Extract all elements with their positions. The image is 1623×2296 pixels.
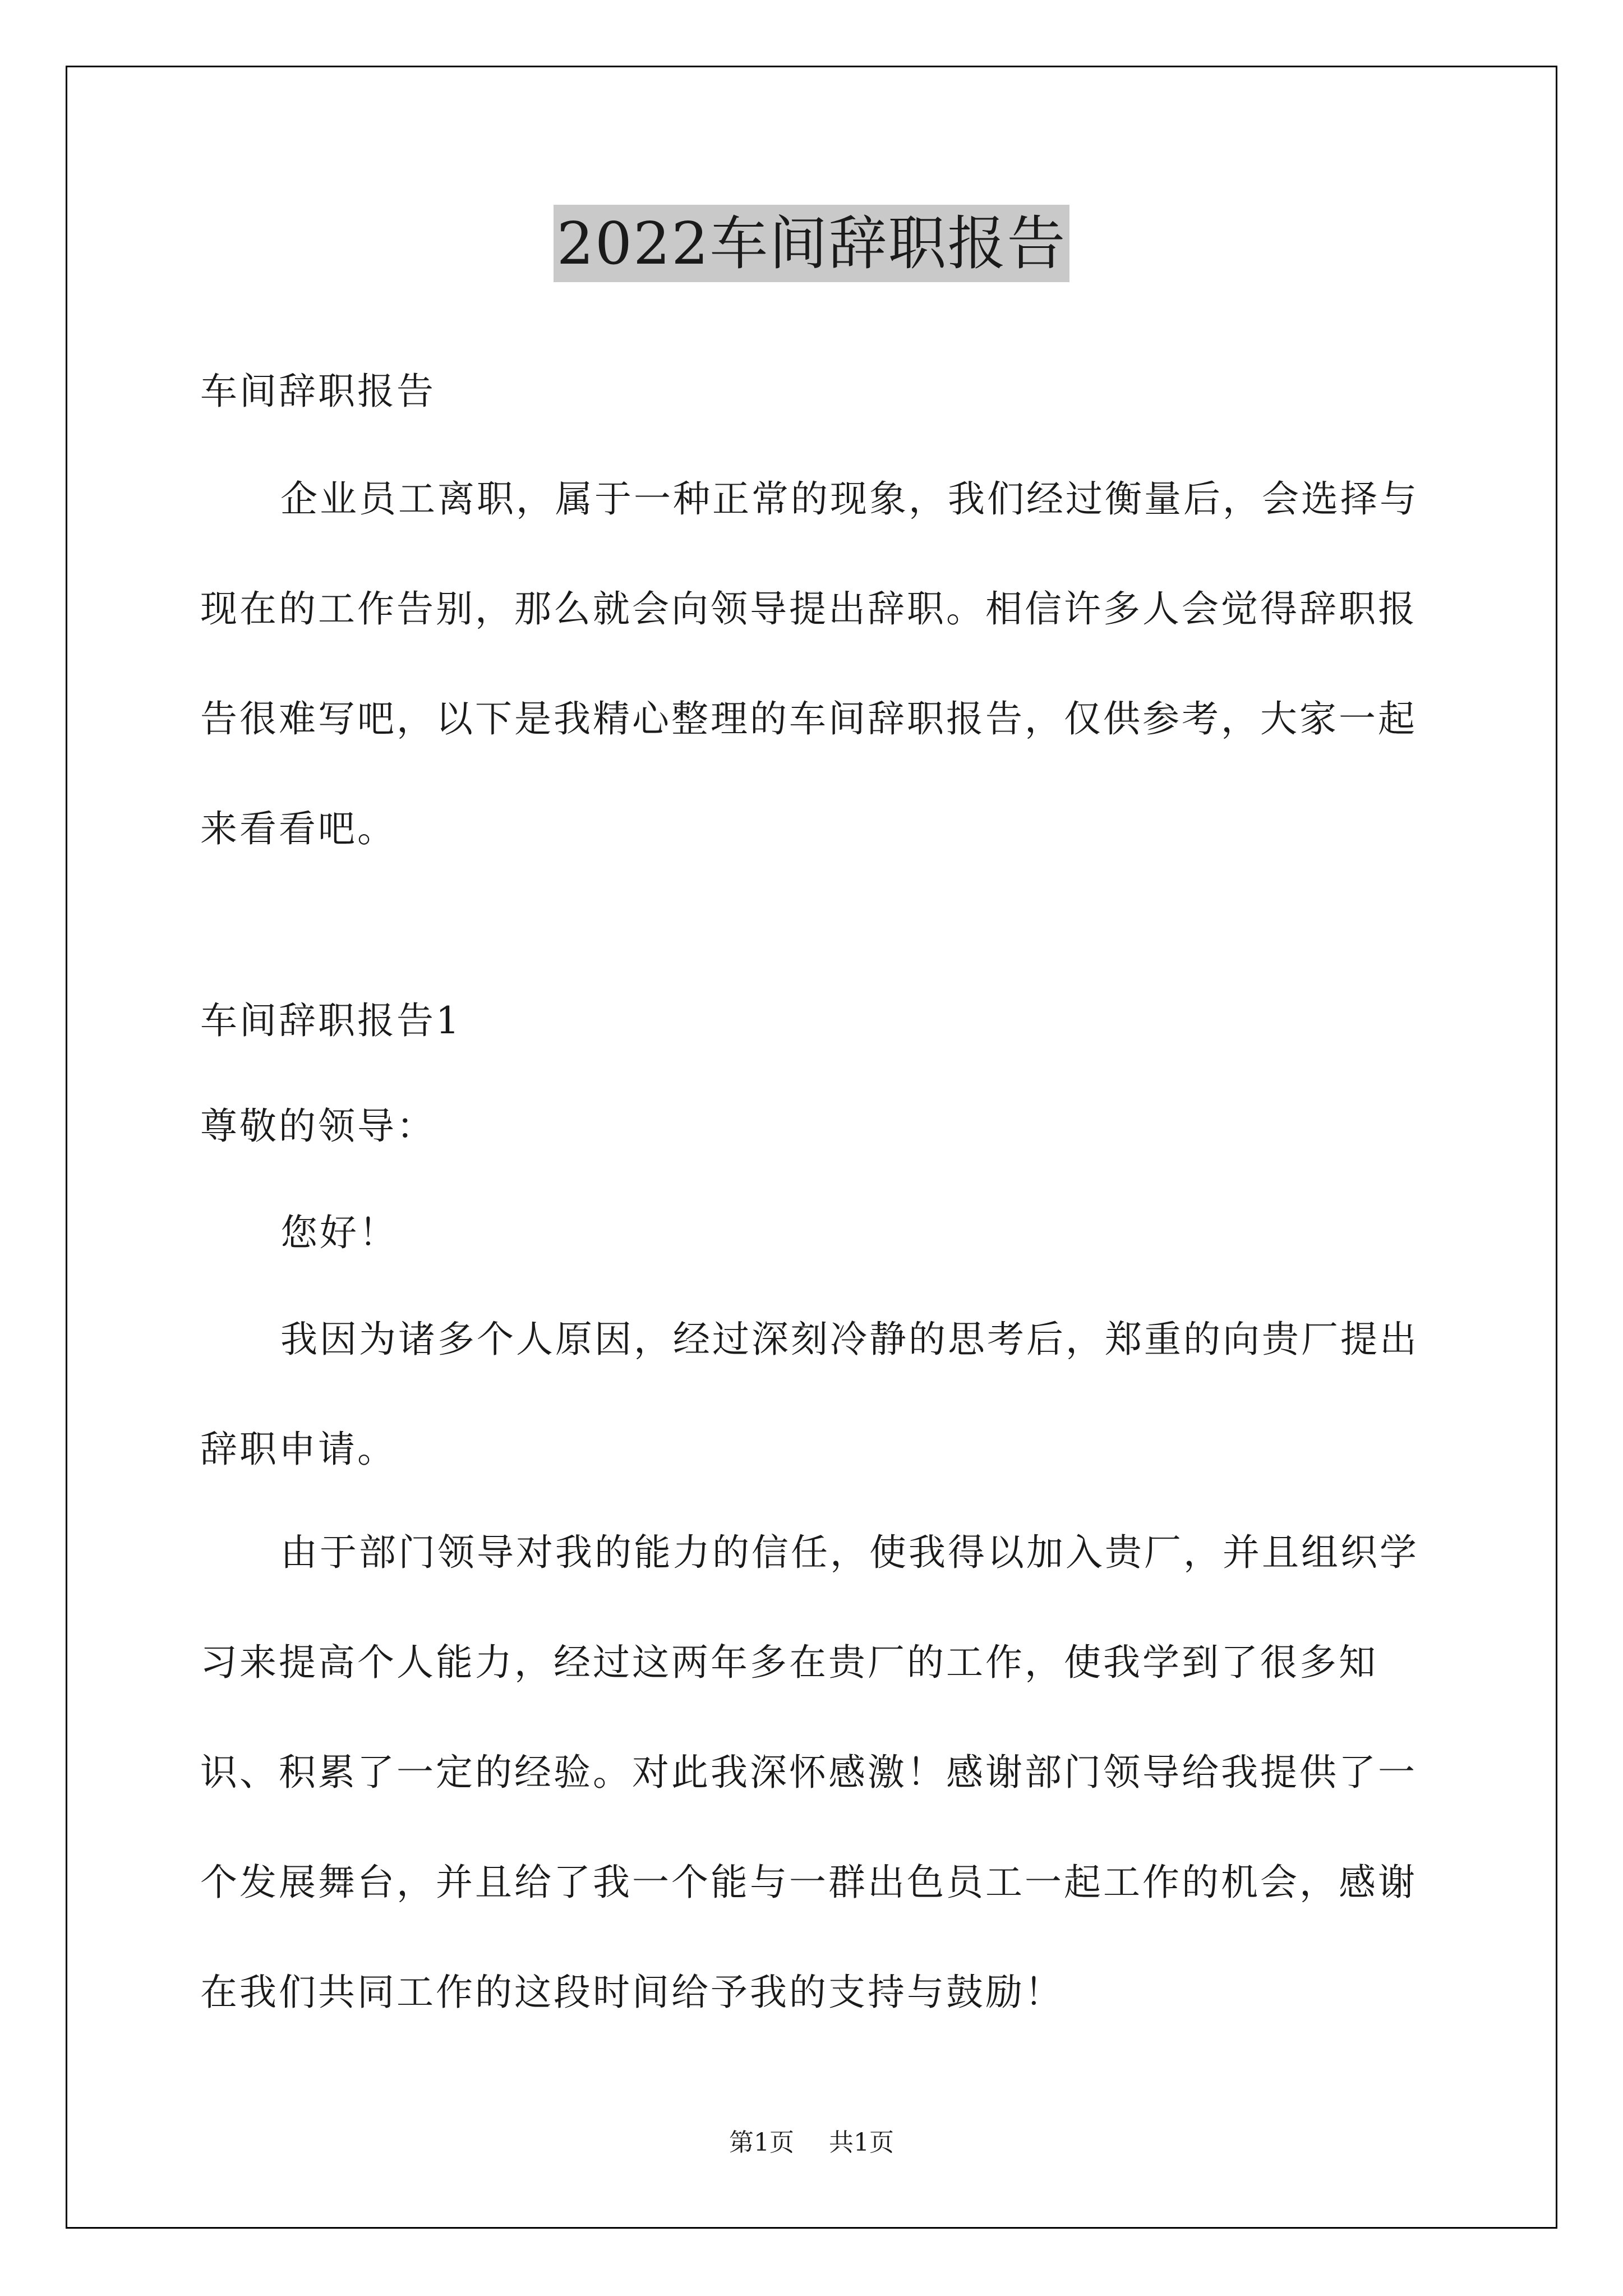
- title-container: [0, 205, 1623, 282]
- page-total: 共1页: [829, 2128, 894, 2157]
- salutation: 尊敬的领导：: [200, 1105, 436, 1148]
- section-heading: 车间辞职报告1: [200, 999, 462, 1042]
- body-paragraph-1: 我因为诸多个人原因，经过深刻冷静的思考后，郑重的向贵厂提出辞职申请。: [200, 1318, 1419, 1471]
- document-subtitle: 车间辞职报告: [200, 370, 436, 413]
- body-paragraph-2: 由于部门领导对我的能力的信任，使我得以加入贵厂，并且组织学习来提高个人能力，经过这两年多在贵厂的工作，使我学到了很多知识、积累了一定的经验。对此我深怀感激！感谢部门领导给我提供了一个发展舞台，并且给了我一个能与一群出色员工一起工作的机会，感谢在我们共同工作的这段时间给予我的支持与鼓励！: [200, 1531, 1419, 2014]
- page-number: 第1页: [729, 2128, 794, 2157]
- document-title: 2022车间辞职报告: [554, 205, 1070, 282]
- intro-paragraph: 企业员工离职，属于一种正常的现象，我们经过衡量后，会选择与现在的工作告别，那么就会向领导提出辞职。相信许多人会觉得辞职报告很难写吧，以下是我精心整理的车间辞职报告，仅供参考，大家一起来看看吧。: [200, 477, 1419, 850]
- page-footer: [0, 2126, 1623, 2160]
- greeting: 您好！: [280, 1211, 398, 1254]
